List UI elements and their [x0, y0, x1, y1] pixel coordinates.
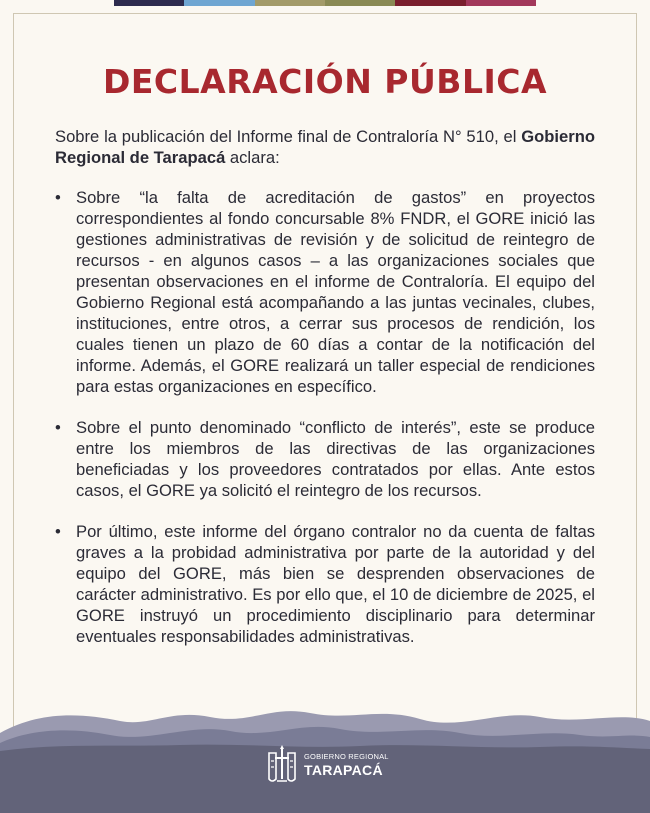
intro-entity: Gobierno Regional de Tarapacá — [55, 127, 595, 167]
stripe-2 — [184, 0, 254, 6]
logo-line-top: GOBIERNO REGIONAL — [304, 752, 389, 762]
list-item — [55, 521, 595, 647]
list-item-text: Sobre el punto denominado “conflicto de interés”, este se produce entre los miembros de las directivas de las organizaciones beneficiadas y los proveedores contratados por ellas. Ante estos casos, el GORE ya solicitó el reintegro de los recursos. — [76, 418, 595, 500]
logo — [264, 740, 394, 790]
intro-paragraph — [55, 126, 595, 168]
gore-crest-icon — [264, 743, 300, 787]
stripe-5 — [395, 0, 465, 6]
bullet-icon: • — [55, 188, 61, 207]
stripe-4 — [325, 0, 395, 6]
logo-line-bottom: TARAPACÁ — [304, 761, 383, 778]
list-item-text: Por último, este informe del órgano contralor no da cuenta de faltas graves a la probidad administrativa por parte de la autoridad y del equipo del GORE, más bien se desprenden observaciones de carácter administrativo. Es por ello que, el 10 de diciembre de 2025, el GORE instruyó un procedimiento disciplinario para determinar eventuales responsabilidades administrativas. — [76, 522, 595, 646]
color-stripes — [114, 0, 536, 6]
intro-text: Sobre la publicación del Informe final de Contraloría N° 510, el — [55, 127, 522, 146]
intro-end: aclara: — [225, 148, 280, 167]
bullet-icon: • — [55, 522, 61, 541]
logo-text — [304, 753, 389, 777]
stripe-1 — [114, 0, 184, 6]
page-title: DECLARACIÓN PÚBLICA — [102, 62, 548, 101]
list-item-text: Sobre “la falta de acreditación de gastos” en proyectos correspondientes al fondo concursable 8% FNDR, el GORE inició las gestiones administrativas de revisión y de solicitud de reintegro de recursos - en algunos casos – a las organizaciones sociales que presentan observaciones en el informe de Contraloría. El equipo del Gobierno Regional está acompañando a las juntas vecinales, clubes, instituciones, entre otros, a cerrar sus procesos de rendición, los cuales tienen un plazo de 60 días a contar de la notificación del informe. Además, el GORE realizará un taller especial de rendiciones para estas organizaciones en específico. — [76, 188, 595, 396]
list-item — [55, 417, 595, 501]
stripe-6 — [466, 0, 536, 6]
stripe-3 — [255, 0, 325, 6]
bullet-icon: • — [55, 418, 61, 437]
list-item — [55, 187, 595, 397]
statement-body — [55, 126, 595, 667]
bullet-list — [55, 187, 595, 647]
